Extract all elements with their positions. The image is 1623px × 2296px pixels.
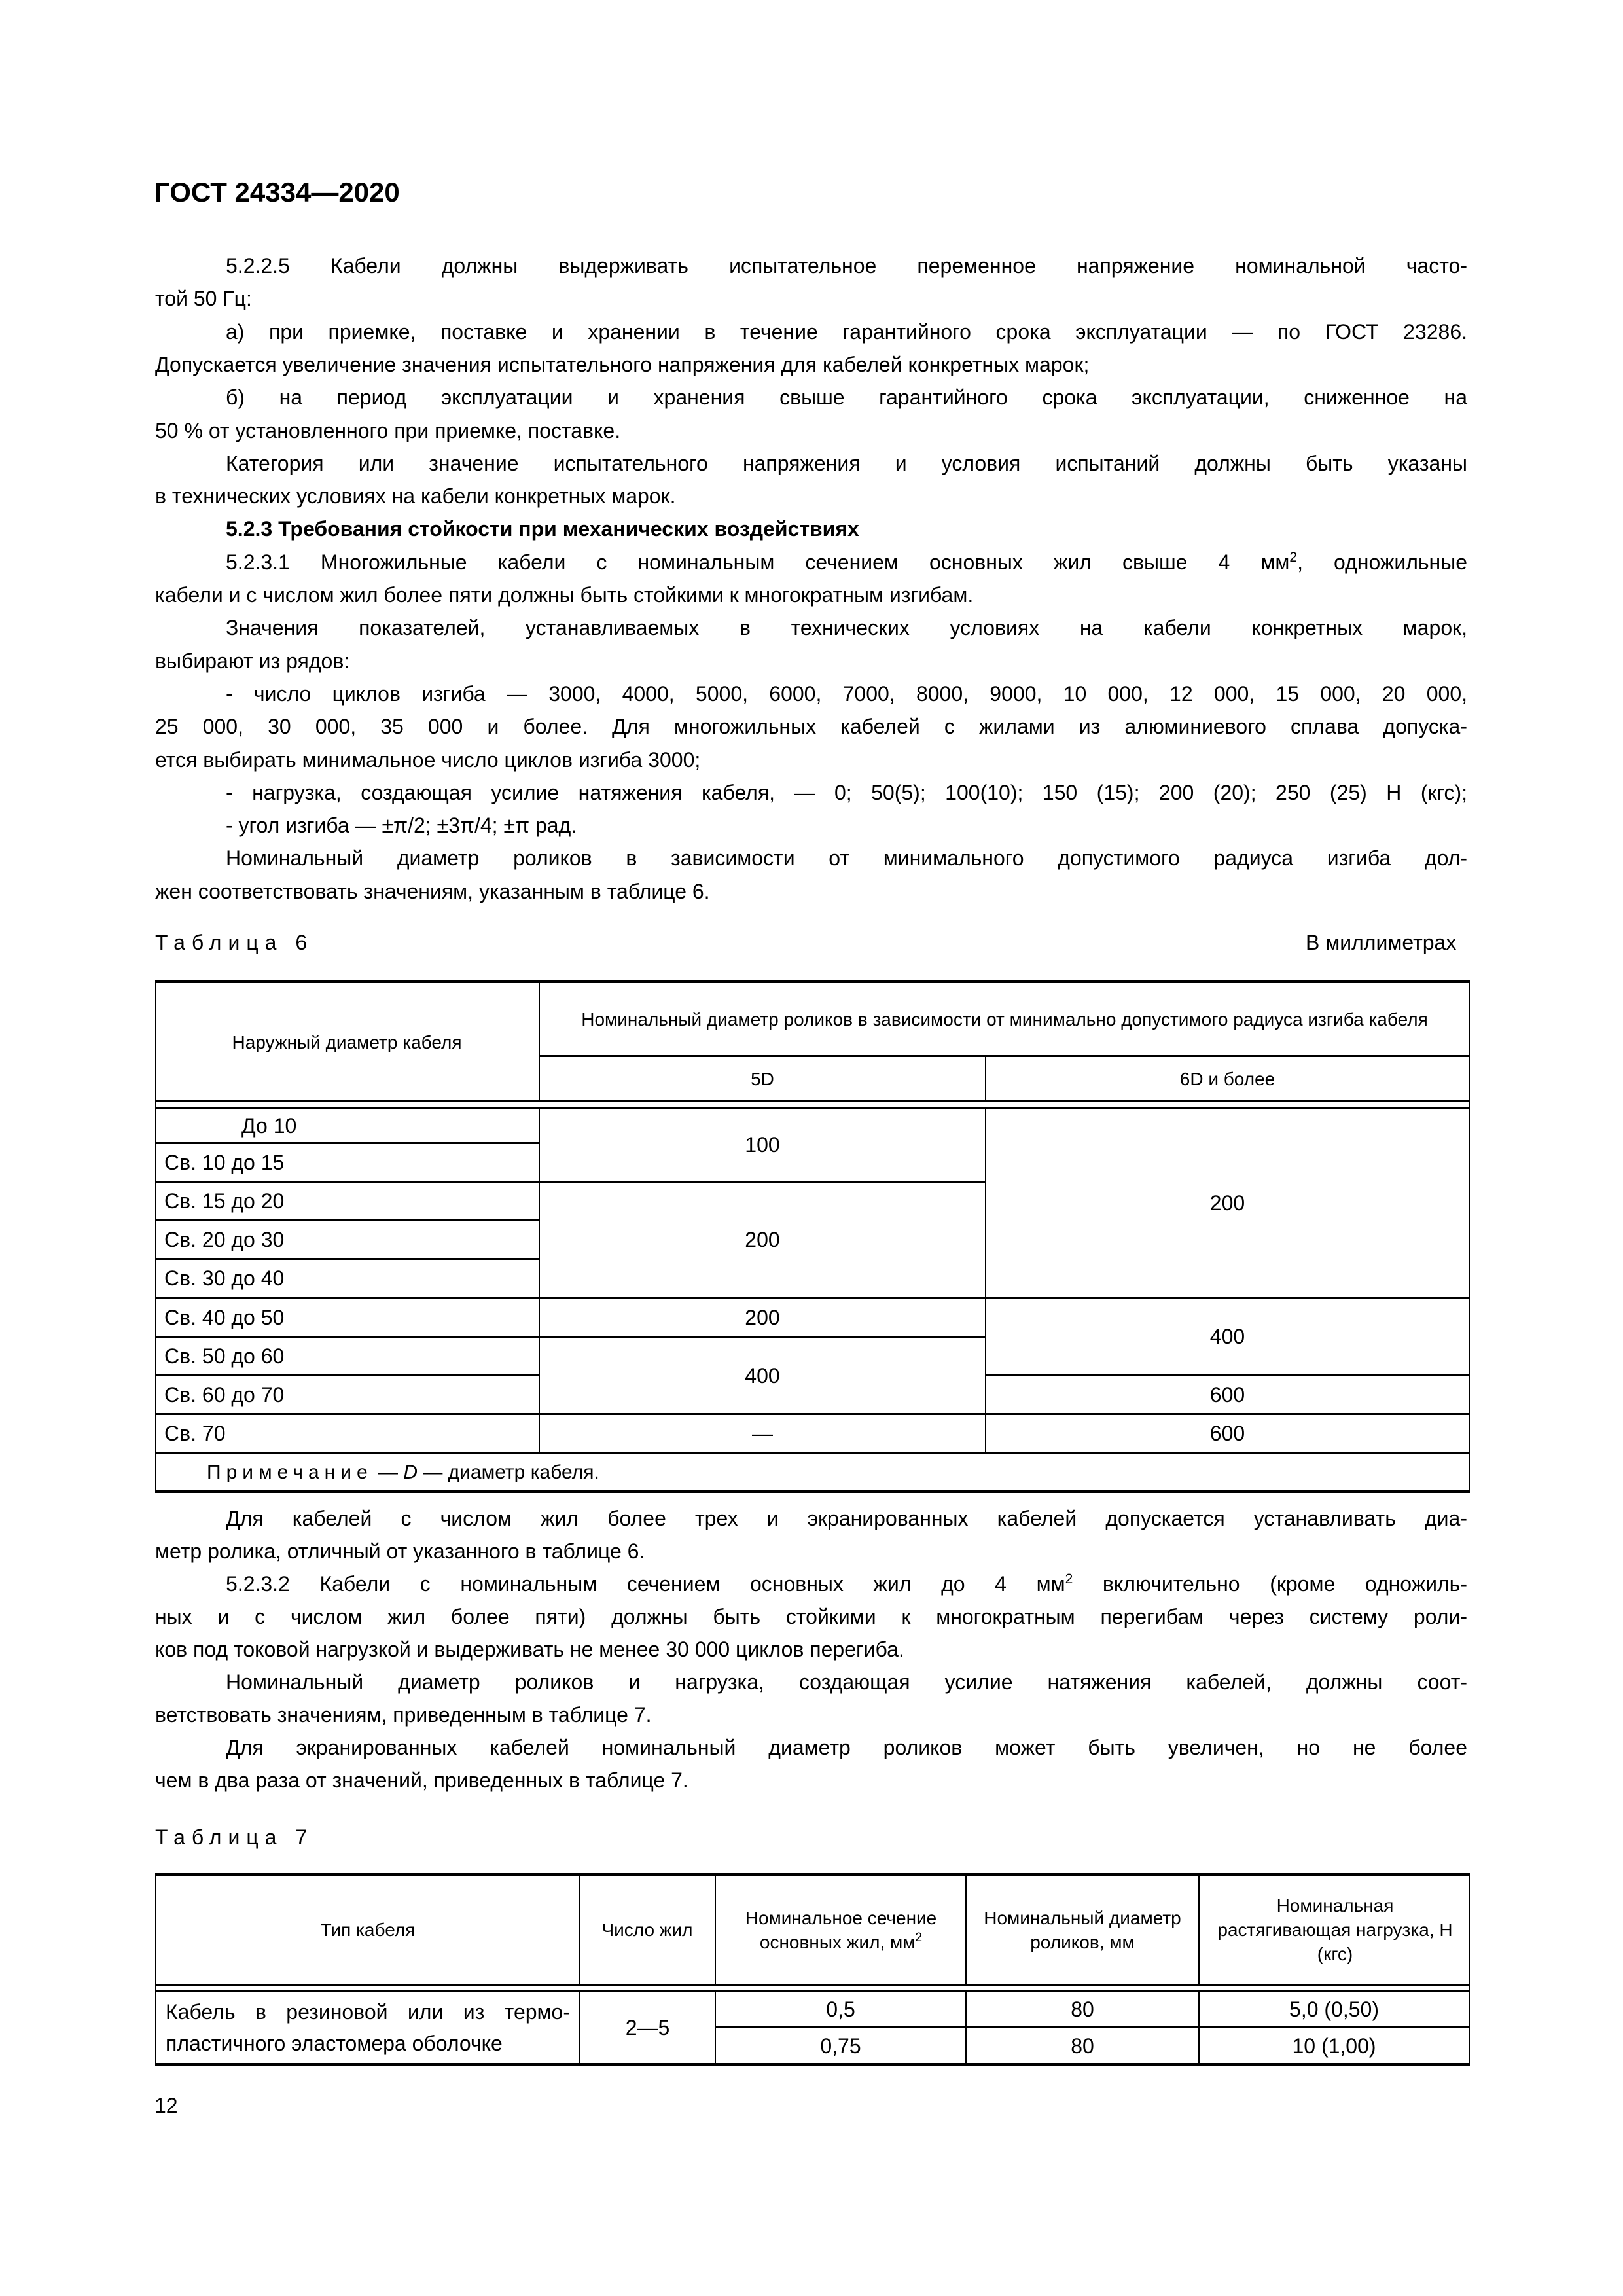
table6-header-5d xyxy=(540,1057,985,1101)
note-symbol: D xyxy=(403,1462,418,1483)
type-line-1: Кабель в резиновой или из термо- xyxy=(166,2000,570,2024)
table6-cell-6d: 600 xyxy=(1209,1422,1245,1445)
text-line: - число циклов изгиба — 3000, 4000, 5000, 6000, 7000, 8000, 9000, 10 000, 12 000, 15 000, 20 000, xyxy=(226,681,1467,706)
table7-cell-roller: 80 xyxy=(1071,1998,1094,2021)
text-line: Для экранированных кабелей номинальный диаметр роликов может быть увеличен, но не более xyxy=(226,1736,1467,1759)
header-text: Номинальный диаметр роликов в зависимости от минимально допустимого радиуса изгиба кабеля xyxy=(581,1009,1428,1030)
text-line: кабели и с числом жил более пяти должны быть стойкими к многократным изгибам. xyxy=(155,583,974,607)
table6-cell-5d: 200 xyxy=(745,1305,780,1329)
table6-cell-5d: — xyxy=(752,1422,773,1445)
text-line: ветствовать значениям, приведенным в таблице 7. xyxy=(155,1703,652,1727)
table7-cell-load: 5,0 (0,50) xyxy=(1289,1998,1379,2021)
note-dash: — xyxy=(372,1462,404,1483)
table7-header-load: Номинальная растягивающая нагрузка, Н (кгс) xyxy=(1217,1895,1453,1964)
text-line: Допускается увеличение значения испытательного напряжения для кабелей конкретных марок; xyxy=(155,352,1090,376)
text-line: выбирают из рядов: xyxy=(155,649,350,673)
text-line: 5.2.3.1 Многожильные кабели с номинальным сечением основных жил свыше 4 $мм^2$, одножильные xyxy=(226,549,1467,574)
text-line: в технических условиях на кабели конкретных марок. xyxy=(155,484,676,509)
text-line: - нагрузка, создающая усилие натяжения кабеля, — 0; 50(5); 100(10); 150 (15); 200 (20); 250 (25) Н (кгс); xyxy=(226,780,1467,804)
text-line: метр ролика, отличный от указанного в таблице 6. xyxy=(155,1539,645,1563)
table6-row-diameter: Св. 10 до 15 xyxy=(164,1151,285,1174)
table6-cell-5d: 400 xyxy=(745,1363,780,1388)
table6-units: В миллиметрах xyxy=(1306,931,1457,954)
table6-note xyxy=(207,1461,599,1484)
document-header: ГОСТ 24334—2020 xyxy=(154,177,400,207)
table6-row-diameter: Св. 70 xyxy=(164,1422,226,1445)
table7-header-type: Тип кабеля xyxy=(320,1920,416,1940)
table6-row-diameter: До 10 xyxy=(241,1114,297,1138)
table6-row-diameter: Св. 15 до 20 xyxy=(164,1189,285,1213)
table6-cell-6d: 400 xyxy=(1209,1324,1245,1348)
table6-caption: Таблица 6 xyxy=(155,931,314,954)
text-line: Значения показателей, устанавливаемых в технических условиях на кабели конкретных марок, xyxy=(226,616,1467,640)
text-line: Номинальный диаметр роликов в зависимости от минимального допустимого радиуса изгиба дол- xyxy=(226,846,1467,870)
table6-row-diameter: Св. 50 до 60 xyxy=(164,1344,285,1368)
note-label: Примечание xyxy=(207,1462,373,1483)
text-line: 25 000, 30 000, 35 000 и более. Для многожильных кабелей с жилами из алюминиевого сплава допуска- xyxy=(155,715,1467,739)
table6-header-group xyxy=(546,983,1463,1055)
text-line: чем в два раза от значений, приведенных в таблице 7. xyxy=(155,1768,688,1792)
table6-row-diameter: Св. 20 до 30 xyxy=(164,1227,285,1251)
text-line: - угол изгиба — ±π/2; ±3π/4; ±π рад. xyxy=(226,814,577,838)
text-line: 5.2.3 Требования стойкости при механических воздействиях xyxy=(226,517,859,541)
text-line: той 50 Гц: xyxy=(155,287,252,311)
page-number: 12 xyxy=(154,2094,178,2117)
header-text: Наружный диаметр кабеля xyxy=(232,1031,462,1052)
table7-cell-section: 0,5 xyxy=(826,1998,855,2021)
text-line: 5.2.3.2 Кабели с номинальным сечением основных жил до 4 $мм^2$ включительно (кроме одножиль- xyxy=(226,1571,1467,1596)
table6-header-6d xyxy=(986,1057,1469,1101)
table7-header-roller: Номинальный диаметр роликов, мм xyxy=(984,1907,1181,1952)
table6-cell-6d: 600 xyxy=(1209,1382,1245,1407)
table7-cell-section: 0,75 xyxy=(820,2034,861,2058)
table7-caption: Таблица 7 xyxy=(155,1825,314,1849)
table6-row-diameter: Св. 40 до 50 xyxy=(164,1305,285,1329)
note-text: — диаметр кабеля. xyxy=(418,1462,599,1483)
header-text: 6D и более xyxy=(1179,1069,1275,1089)
text-line: 50 % от установленного при приемке, поставке. xyxy=(155,418,621,442)
table6-cell-6d: 200 xyxy=(1209,1191,1245,1215)
text-line: жен соответствовать значениям, указанным в таблице 6. xyxy=(155,879,710,903)
text-line: ется выбирать минимальное число циклов изгиба 3000; xyxy=(155,747,701,772)
table7-cell-cores: 2—5 xyxy=(625,2016,670,2039)
text-line: Категория или значение испытательного напряжения и условия испытаний должны быть указаны xyxy=(226,451,1467,475)
table7-header-section: Номинальное сечение основных жил, $мм^2$ xyxy=(745,1907,937,1952)
text-line: 5.2.2.5 Кабели должны выдерживать испытательное переменное напряжение номинальной часто- xyxy=(226,254,1467,278)
table6-cell-5d: 200 xyxy=(745,1228,780,1251)
table6-header-diameter xyxy=(196,983,497,1101)
table7-cell-load: 10 (1,00) xyxy=(1292,2034,1376,2058)
header-text: 5D xyxy=(751,1069,774,1089)
table7-header-cores: Число жил xyxy=(601,1920,693,1940)
text-line: б) на период эксплуатации и хранения свыше гарантийного срока эксплуатации, сниженное на xyxy=(226,386,1467,410)
table6-row-diameter: Св. 30 до 40 xyxy=(164,1266,285,1290)
table7-cell-type xyxy=(156,1992,579,2063)
text-line: Для кабелей с числом жил более трех и экранированных кабелей допускается устанавливать диа- xyxy=(226,1507,1467,1530)
type-line-2: пластичного эластомера оболочке xyxy=(166,2032,503,2055)
text-line: ков под токовой нагрузкой и выдерживать не менее 30 000 циклов перегиба. xyxy=(155,1638,904,1661)
text-line: Номинальный диаметр роликов и нагрузка, создающая усилие натяжения кабелей, должны соот- xyxy=(226,1670,1467,1694)
text-line: ных и с числом жил более пяти) должны быть стойкими к многократным перегибам через систему роли- xyxy=(155,1605,1467,1628)
table7-cell-roller: 80 xyxy=(1071,2034,1094,2058)
text-line: а) при приемке, поставке и хранении в течение гарантийного срока эксплуатации — по ГОСТ 23286. xyxy=(226,319,1467,344)
table6-cell-5d: 100 xyxy=(745,1133,780,1157)
table6-row-diameter: Св. 60 до 70 xyxy=(164,1382,285,1407)
